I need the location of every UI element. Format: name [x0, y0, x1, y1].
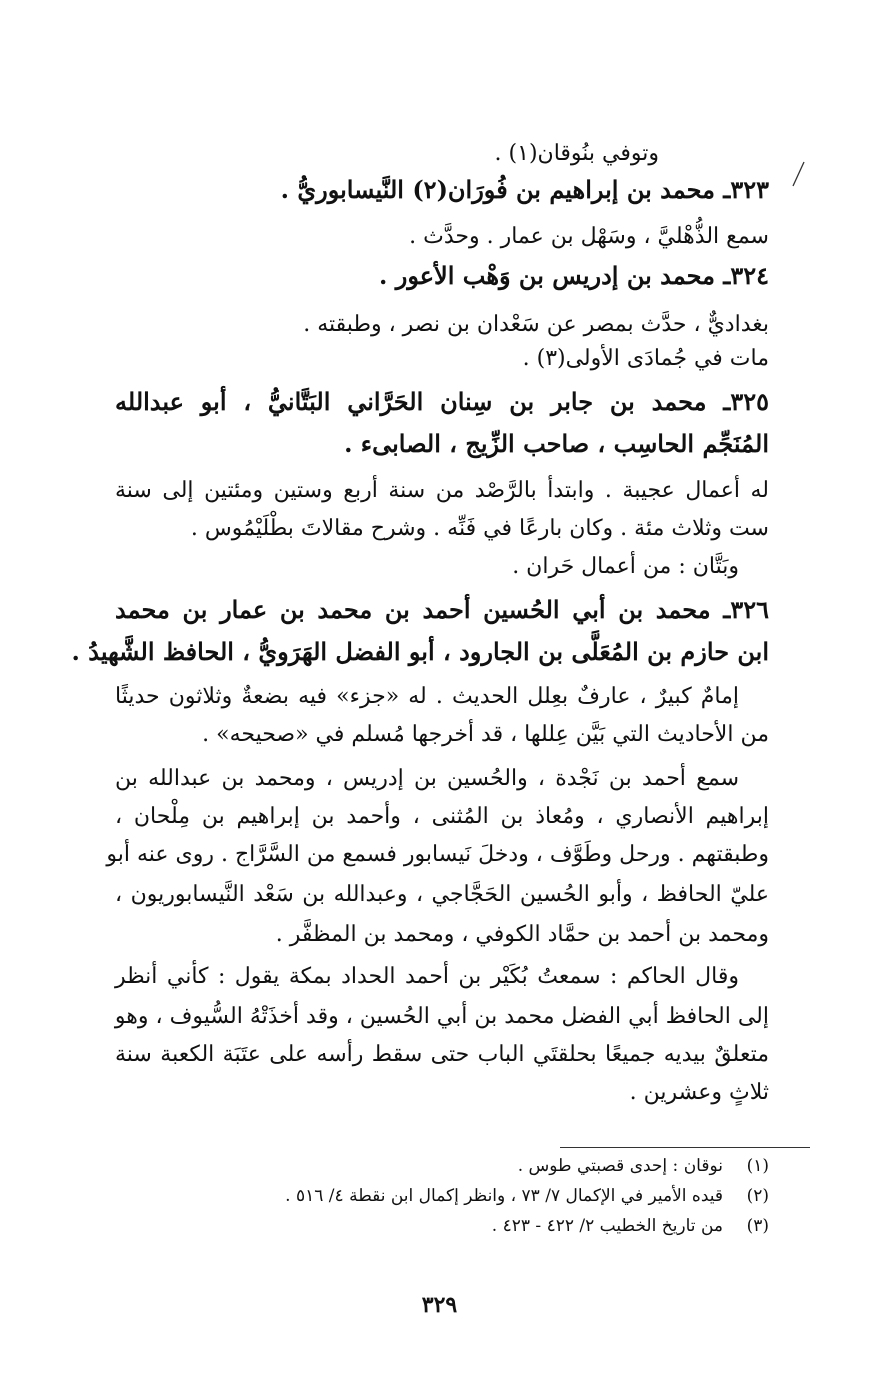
- text-line: ست وثلاث مئة . وكان بارعًا في فَنِّه . وشرح مقالاتَ بطْلَيْمُوس .: [190, 516, 769, 541]
- entry-heading-326: ٣٢٦ـ محمد بن أبي الحُسين أحمد بن محمد بن عمار بن محمد: [115, 595, 769, 624]
- pencil-mark: [790, 160, 806, 188]
- text-line: وقال الحاكم : سمعتُ بُكَيْر بن أحمد الحداد بمكة يقول : كأني أنظر: [115, 964, 739, 989]
- text-line: وبَتَّان : من أعمال حَران .: [512, 554, 739, 579]
- entry-heading-324: ٣٢٤ـ محمد بن إدريس بن وَهْب الأعور .: [379, 261, 769, 290]
- text-line: متعلقٌ بيديه جميعًا بحلقتَي الباب حتى سقط رأسه على عتَبَة الكعبة سنة: [115, 1042, 769, 1067]
- footnote-text: من تاريخ الخطيب ٢/ ٤٢٢ - ٤٢٣ .: [491, 1216, 723, 1236]
- text-line: إمامٌ كبيرٌ ، عارفٌ بعِلل الحديث . له «جزء» فيه بضعةٌ وثلاثون حديثًا: [115, 684, 739, 709]
- text-line: إبراهيم الأنصاري ، ومُعاذ بن المُثنى ، وأحمد بن إبراهيم بن مِلْحان ،: [115, 804, 769, 829]
- entry-heading-326-cont: ابن حازم بن المُعَلَّى بن الجارود ، أبو الفضل الهَرَويُّ ، الحافظ الشَّهيدُ .: [71, 637, 769, 666]
- text-line: سمع الذُّهْليَّ ، وسَهْل بن عمار . وحدَّث .: [409, 224, 769, 249]
- entry-heading-323: ٣٢٣ـ محمد بن إبراهيم بن فُورَان(٢) النَّيسابوريُّ .: [280, 175, 769, 204]
- page-number: ٣٢٩: [421, 1292, 458, 1318]
- footnote-text: قيده الأمير في الإكمال ٧/ ٧٣ ، وانظر إكمال ابن نقطة ٤/ ٥١٦ .: [285, 1186, 723, 1206]
- text-line: ثلاثٍ وعشرين .: [629, 1080, 769, 1105]
- footnote-number: (١): [746, 1156, 769, 1176]
- text-line: سمع أحمد بن نَجْدة ، والحُسين بن إدريس ، ومحمد بن عبدالله بن: [115, 766, 739, 791]
- entry-heading-325-cont: المُنَجِّم الحاسِب ، صاحب الزِّيج ، الصابىء .: [344, 429, 769, 458]
- footnote-2: [285, 1188, 769, 1205]
- footnote-number: (٣): [746, 1216, 769, 1236]
- footnote-1: [518, 1158, 769, 1175]
- footnote-number: (٢): [746, 1186, 769, 1206]
- entry-heading-325: ٣٢٥ـ محمد بن جابر بن سِنان الحَرَّاني البَتَّانيُّ ، أبو عبدالله: [115, 387, 769, 416]
- footnote-3: [492, 1218, 769, 1235]
- footnote-separator: [560, 1147, 810, 1148]
- text-line: بغداديٌّ ، حدَّث بمصر عن سَعْدان بن نصر ، وطبقته .: [303, 312, 769, 337]
- text-line: عليّ الحافظ ، وأبو الحُسين الحَجَّاجي ، وعبدالله بن سَعْد النَّيسابوريون ،: [115, 882, 769, 907]
- text-line: من الأحاديث التي بَيَّن عِللها ، قد أخرجها مُسلم في «صحيحه» .: [202, 722, 769, 747]
- text-line: وطبقتهم . ورحل وطَوَّف ، ودخلَ نَيسابور فسمع من السَّرَّاج . روى عنه أبو: [106, 842, 769, 867]
- text-line: وتوفي بنُوقان(١) .: [494, 141, 659, 166]
- text-line: إلى الحافظ أبي الفضل محمد بن أبي الحُسين ، وقد أخذَتْهُ السُّيوف ، وهو: [114, 1004, 769, 1029]
- footnote-text: نوقان : إحدى قصبتي طوس .: [517, 1156, 723, 1176]
- text-line: مات في جُمادَى الأولى(٣) .: [522, 346, 769, 371]
- text-line: له أعمال عجيبة . وابتدأ بالرَّصْد من سنة أربع وستين ومئتين إلى سنة: [115, 478, 769, 503]
- text-line: ومحمد بن أحمد بن حمَّاد الكوفي ، ومحمد بن المظفَّر .: [275, 922, 769, 947]
